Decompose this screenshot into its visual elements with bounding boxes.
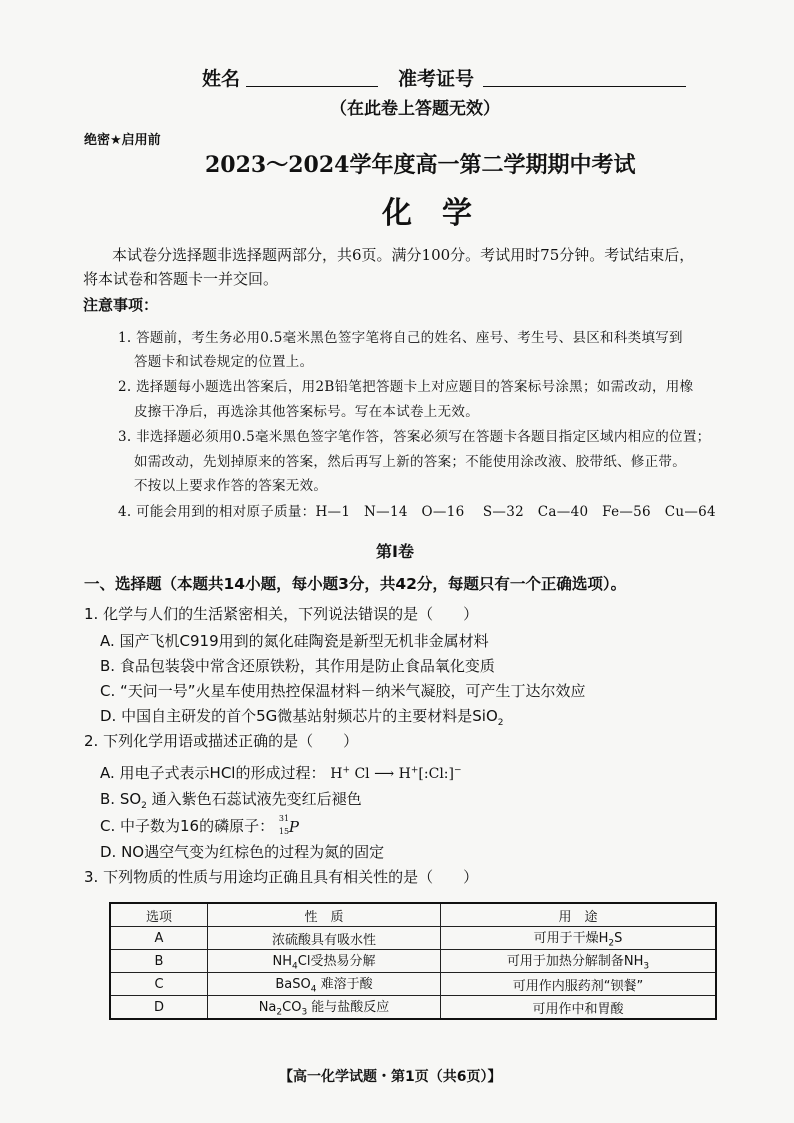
- invalid-note: （在此卷上答题无效）: [330, 99, 500, 119]
- q2-option-a: A. 用电子式表示HCl的形成过程： H+ Cl ⟶ H+[:Cl:]−: [100, 764, 462, 782]
- notice-heading: 注意事项：: [83, 296, 159, 314]
- exam-id-label: 准考证号: [398, 68, 475, 90]
- table-header: 性 质: [208, 903, 441, 927]
- table-row: C BaSO$_4$ 难溶于酸 可用作内服药剂“钡餐”: [110, 973, 716, 996]
- secret-mark: 绝密★启用前: [84, 133, 161, 148]
- notice-item: 皮擦干净后，再选涂其他答案标号。写在本试卷上无效。: [134, 404, 479, 420]
- exam-title: 2023～2024学年度高一第二学期期中考试: [205, 152, 636, 178]
- notice-item: 不按以上要求作答的答案无效。: [134, 478, 328, 494]
- page-footer: 【高一化学试题・第1页（共6页）】: [279, 1069, 502, 1085]
- exam-id-field[interactable]: [483, 68, 686, 87]
- q2-stem: 2. 下列化学用语或描述正确的是（ ）: [84, 732, 359, 750]
- q3-stem: 3. 下列物质的性质与用途均正确且具有相关性的是（ ）: [84, 868, 479, 886]
- q2-option-b: B. $SO_2$ 通入紫色石蕊试液先变红后褪色: [100, 790, 362, 811]
- table-row: D $Na_2CO_3$ 能与盐酸反应 可用作中和胃酸: [110, 996, 716, 1020]
- q1-option-b: B. 食品包装袋中常含还原铁粉，其作用是防止食品氧化变质: [100, 657, 495, 675]
- name-field[interactable]: [246, 68, 378, 87]
- section-title: 一、选择题（本题共14小题，每小题3分，共42分，每题只有一个正确选项）。: [84, 575, 627, 593]
- notice-item: 3. 非选择题必须用0.5毫米黑色签字笔作答，答案必须写在答题卡各题目指定区域内相应的位置；: [118, 429, 711, 445]
- table-row: A 浓硫酸具有吸水性 可用于干燥$H_2S$: [110, 927, 716, 950]
- q2-option-c: C. 中子数为16的磷原子： 31 15 P: [100, 813, 299, 836]
- notice-item: 1. 答题前，考生务必用0.5毫米黑色签字笔将自己的姓名、座号、考生号、县区和科类填写到: [118, 330, 683, 346]
- q3-table: [109, 902, 717, 1020]
- table-header-row: [110, 903, 716, 927]
- q1-stem: 1. 化学与人们的生活紧密相关，下列说法错误的是（ ）: [84, 605, 479, 623]
- table-row: B $NH_4Cl$受热易分解 可用于加热分解制备$NH_3$: [110, 950, 716, 973]
- electron-formula: H+ Cl ⟶ H+[:Cl:]−: [330, 765, 462, 782]
- table-header: 用 途: [441, 903, 717, 927]
- intro-line-2: 将本试卷和答题卡一并交回。: [83, 270, 279, 288]
- part-title: 第Ⅰ卷: [376, 542, 414, 561]
- intro-line-1: 本试卷分选择题非选择题两部分，共6页。满分100分。考试用时75分钟。考试结束后，: [112, 246, 695, 264]
- q2-option-d: D. NO遇空气变为红棕色的过程为氮的固定: [100, 843, 385, 861]
- notice-item: 2. 选择题每小题选出答案后，用2B铅笔把答题卡上对应题目的答案标号涂黑；如需改动，用橡: [118, 379, 694, 395]
- notice-item: 答题卡和试卷规定的位置上。: [134, 354, 314, 370]
- table-header: 选项: [110, 903, 208, 927]
- notice-item: 4. 可能会用到的相对原子质量：H—1 N—14 O—16 S—32 Ca—40 Fe—56 Cu—64: [118, 504, 716, 520]
- q1-option-c: C. “天问一号”火星车使用热控保温材料－纳米气凝胶，可产生丁达尔效应: [100, 682, 586, 700]
- name-label: 姓名: [202, 68, 241, 90]
- subject-title: 化 学: [382, 196, 472, 231]
- notice-item: 如需改动，先划掉原来的答案，然后再写上新的答案；不能使用涂改液、胶带纸、修正带。: [134, 454, 686, 470]
- q1-option-d: D. 中国自主研发的首个5G微基站射频芯片的主要材料是SiO$_2$: [100, 707, 504, 728]
- q1-option-a: A. 国产飞机C919用到的氮化硅陶瓷是新型无机非金属材料: [100, 632, 489, 650]
